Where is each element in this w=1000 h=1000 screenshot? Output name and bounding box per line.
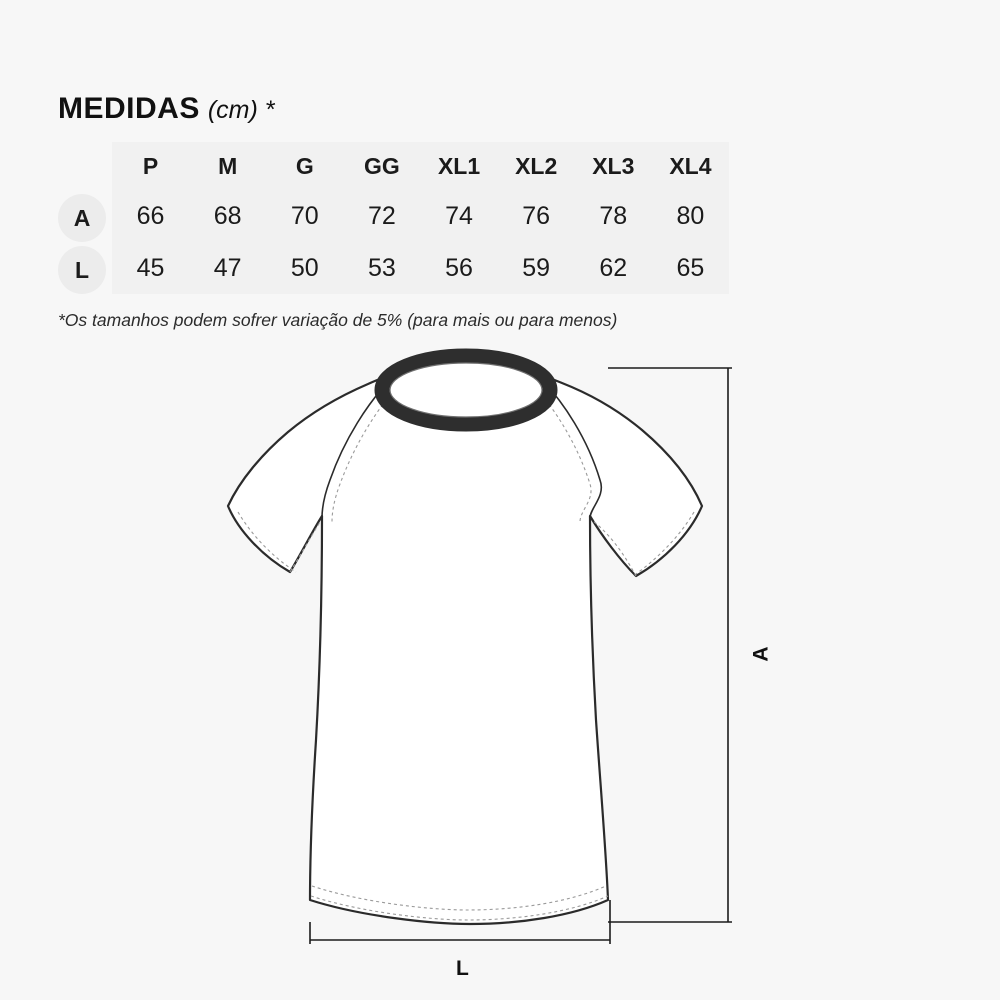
size-header-gg: GG bbox=[364, 152, 400, 179]
page-title bbox=[58, 92, 276, 126]
tshirt-outline bbox=[228, 364, 702, 924]
size-header-g: G bbox=[295, 152, 314, 179]
row-badge-l: L bbox=[58, 246, 106, 294]
size-header-xl2: XL2 bbox=[515, 152, 558, 179]
footnote-text: *Os tamanhos podem sofrer variação de 5% (para mais ou para menos) bbox=[58, 310, 618, 330]
size-header-m: M bbox=[218, 152, 238, 179]
cell-l-xl2: 59 bbox=[522, 253, 551, 282]
title-unit: (cm) bbox=[207, 96, 258, 124]
cell-l-xl4: 65 bbox=[676, 253, 705, 282]
table-row bbox=[112, 190, 729, 242]
cell-l-xl3: 62 bbox=[599, 253, 628, 282]
collar bbox=[382, 356, 550, 424]
table-row bbox=[112, 242, 729, 294]
title-main: MEDIDAS bbox=[58, 92, 200, 125]
title-asterisk: * bbox=[265, 96, 276, 124]
row-badge-a: A bbox=[58, 194, 106, 242]
cell-l-m: 47 bbox=[213, 253, 242, 282]
dimension-label-a: A bbox=[749, 646, 773, 662]
measurements-table bbox=[112, 142, 729, 294]
cell-l-gg: 53 bbox=[368, 253, 396, 282]
size-header-xl3: XL3 bbox=[592, 152, 635, 179]
cell-a-g: 70 bbox=[290, 201, 319, 230]
measurements-table-wrap bbox=[112, 142, 729, 294]
size-header-xl4: XL4 bbox=[669, 152, 712, 179]
cell-a-xl3: 78 bbox=[599, 201, 628, 230]
cell-a-xl1: 74 bbox=[445, 201, 473, 230]
cell-l-g: 50 bbox=[290, 253, 319, 282]
cell-a-p: 66 bbox=[136, 201, 165, 230]
cell-l-p: 45 bbox=[136, 253, 165, 282]
size-header-xl1: XL1 bbox=[437, 152, 481, 179]
cell-a-gg: 72 bbox=[368, 201, 396, 230]
tshirt-illustration-svg bbox=[0, 340, 1000, 990]
table-header-row bbox=[112, 142, 729, 190]
size-header-p: P bbox=[142, 152, 159, 179]
tshirt-diagram bbox=[0, 340, 1000, 990]
dimension-label-l: L bbox=[456, 957, 469, 980]
cell-l-xl1: 56 bbox=[445, 253, 473, 282]
cell-a-xl4: 80 bbox=[676, 201, 705, 230]
cell-a-m: 68 bbox=[213, 201, 242, 230]
cell-a-xl2: 76 bbox=[522, 201, 551, 230]
